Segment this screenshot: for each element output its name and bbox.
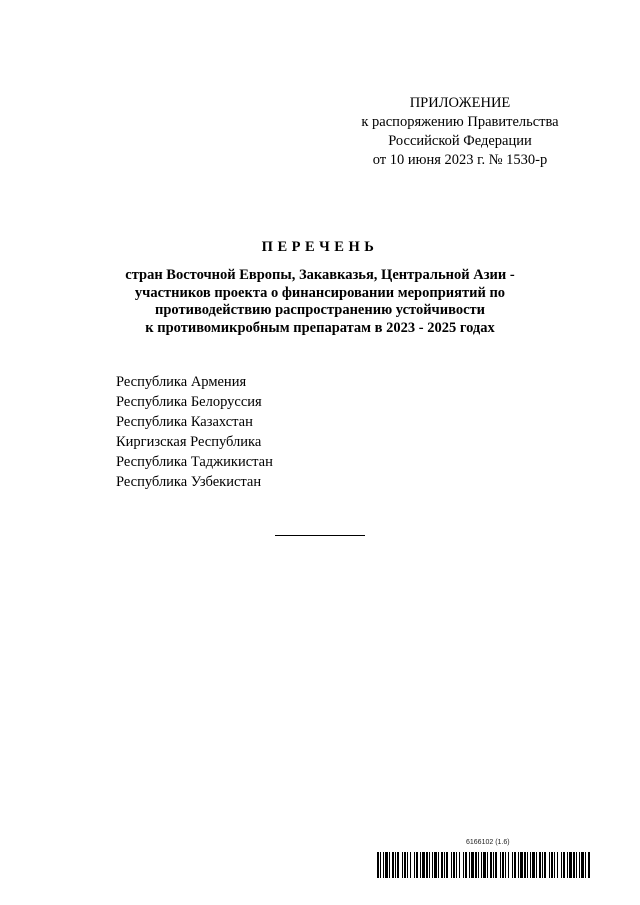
document-code: 6166102 (1.6)	[466, 839, 510, 846]
annex-header	[330, 94, 590, 170]
country-item: Республика Белоруссия	[116, 394, 262, 410]
annex-label: ПРИЛОЖЕНИЕ	[409, 95, 511, 111]
end-divider	[275, 535, 365, 536]
annex-date-number: от 10 июня 2023 г. № 1530-р	[372, 152, 548, 168]
subtitle-line: противодействию распространению устойчивости	[155, 302, 485, 318]
country-item: Республика Армения	[116, 374, 247, 390]
country-item: Киргизская Республика	[116, 434, 262, 450]
annex-order-reference: к распоряжению Правительства	[361, 114, 559, 130]
subtitle-line: участников проекта о финансировании мероприятий по	[134, 284, 506, 301]
document-subtitle	[0, 267, 640, 337]
country-item: Республика Таджикистан	[116, 454, 273, 470]
subtitle-line: к противомикробным препаратам в 2023 - 2025 годах	[145, 319, 495, 336]
annex-authority: Российской Федерации	[388, 133, 532, 149]
country-item: Республика Казахстан	[116, 414, 253, 430]
document-title: ПЕРЕЧЕНЬ	[261, 239, 379, 255]
subtitle-line: стран Восточной Европы, Закавказья, Центральной Азии -	[125, 267, 515, 283]
barcode-icon	[377, 852, 591, 878]
country-list	[116, 372, 273, 492]
country-item: Республика Узбекистан	[116, 474, 262, 490]
